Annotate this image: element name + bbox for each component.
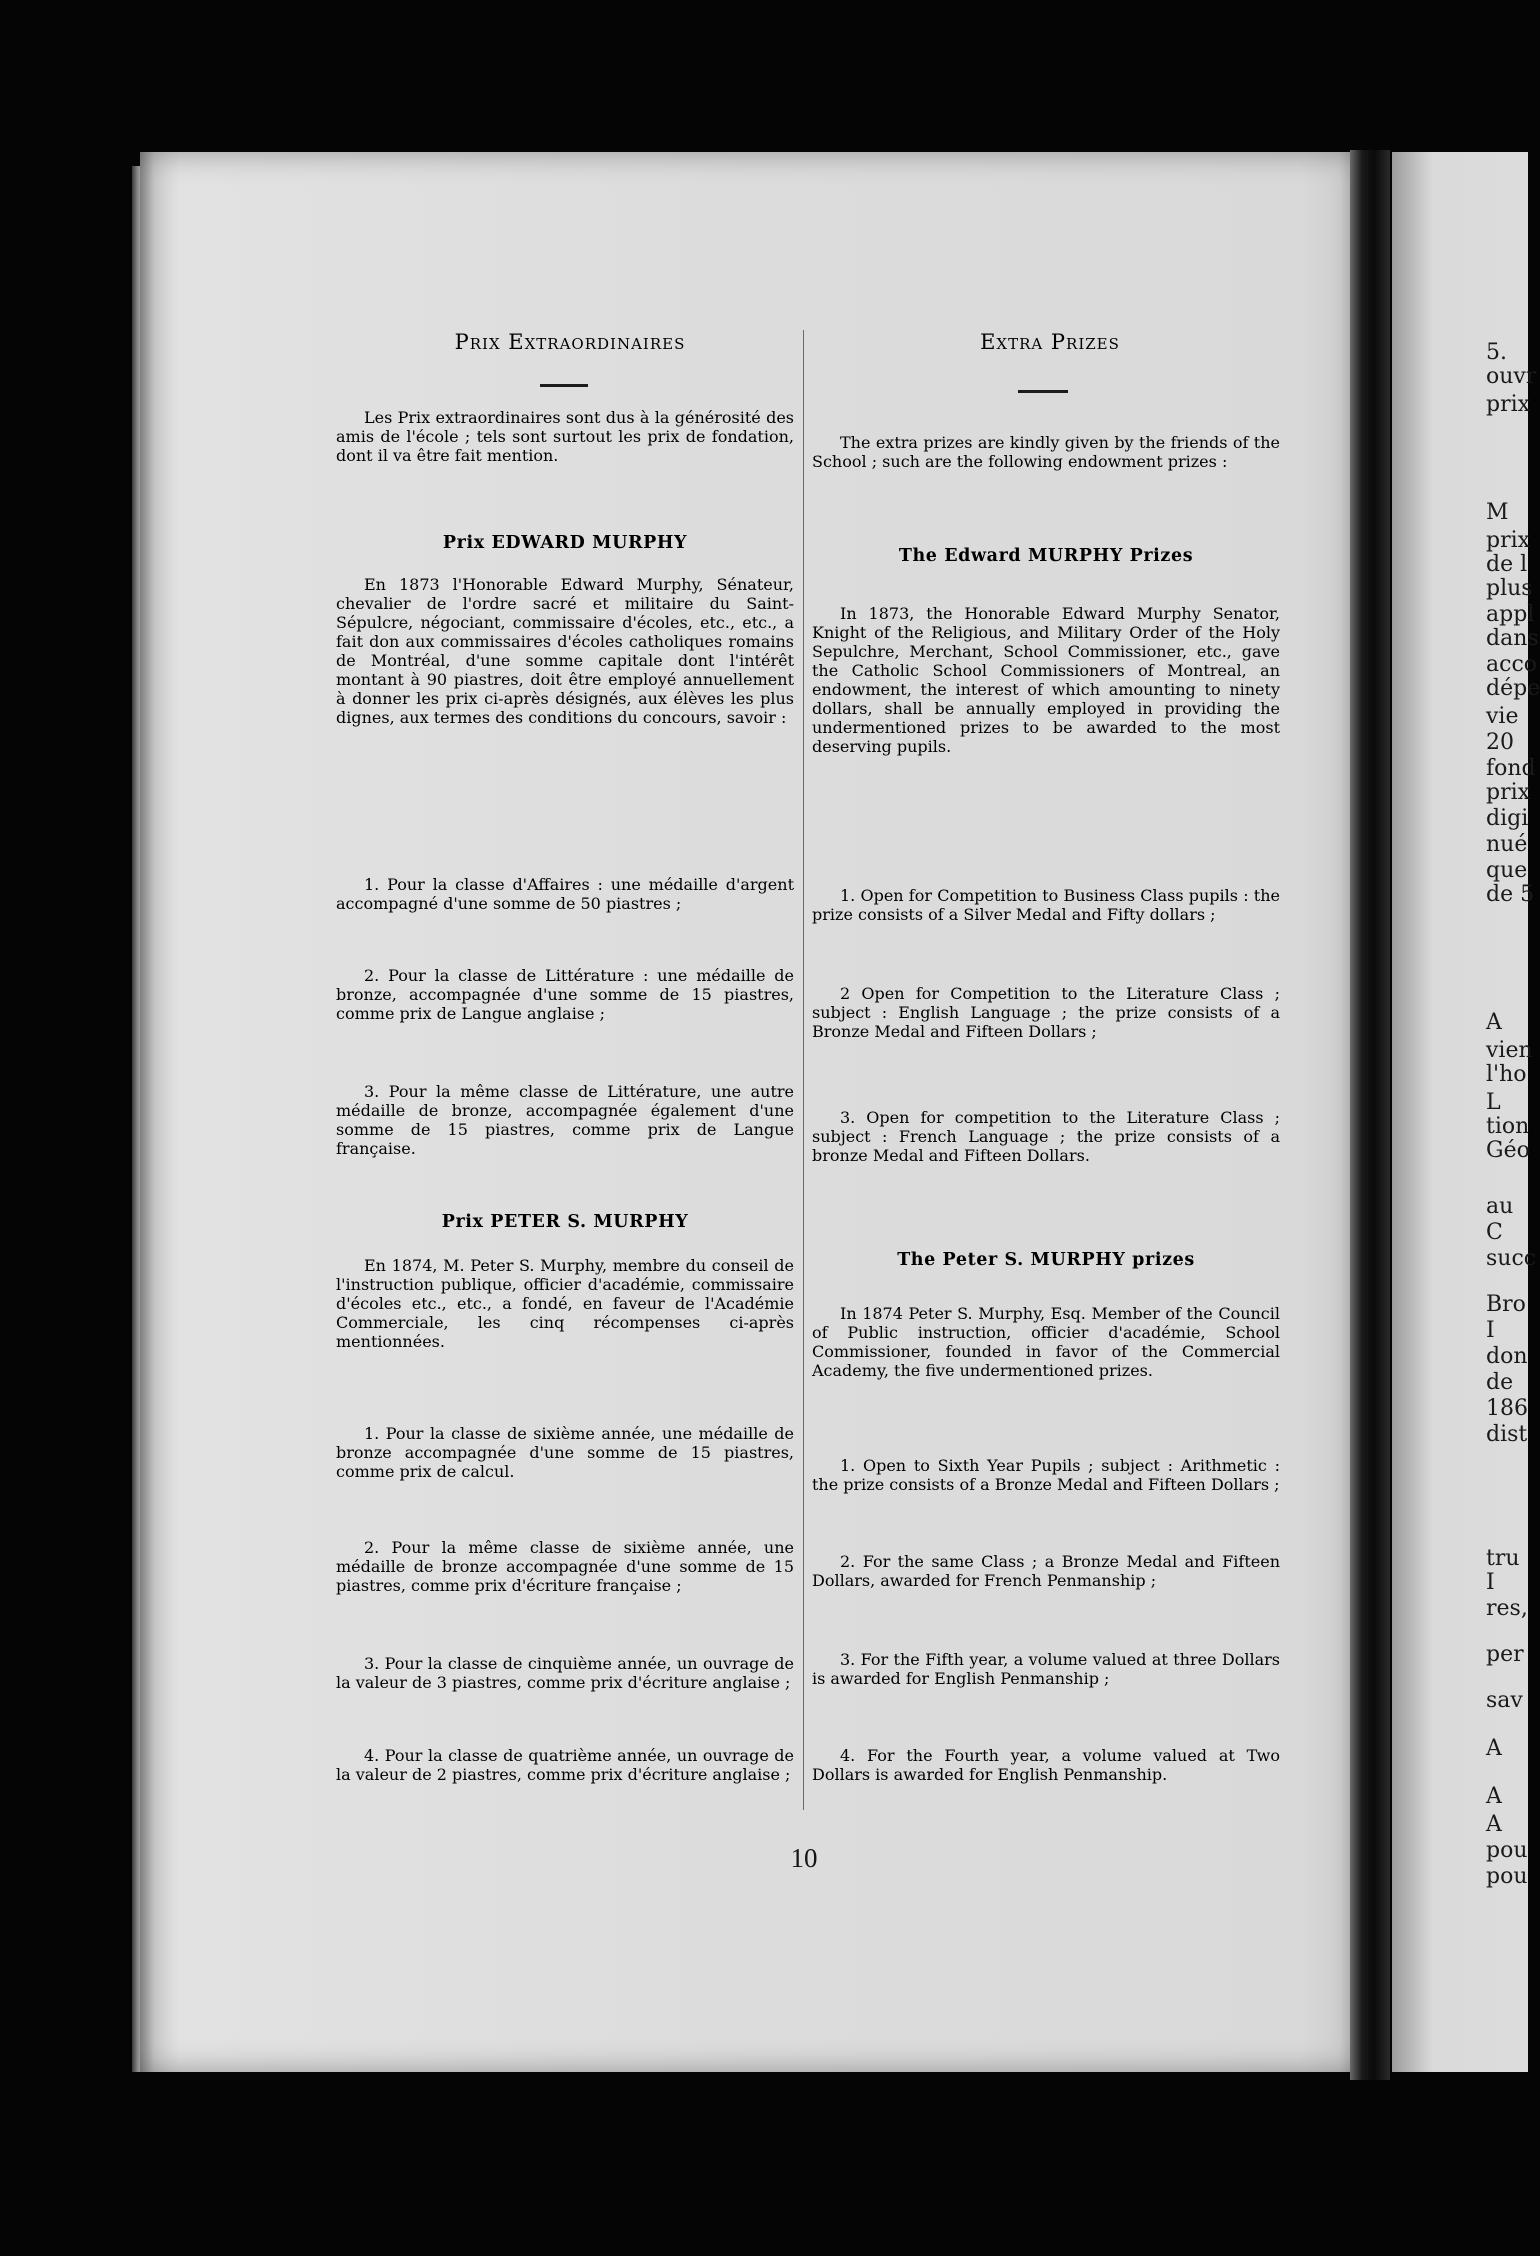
left-intro-text: Les Prix extraordinaires sont dus à la générosité des amis de l'école ; tels sont surtout les prix de fondation, dont il va être fait mention. [336,408,794,465]
facing-page-fragment: acco [1486,652,1538,677]
facing-page-fragment: plus [1486,576,1533,601]
right-peter-item-4-text: 4. For the Fourth year, a volume valued at Two Dollars is awarded for English Penmanship. [812,1746,1280,1784]
right-peter-item-3 [812,1650,1280,1688]
facing-page-fragment: tru [1486,1546,1520,1571]
left-peter-item-3-text: 3. Pour la classe de cinquième année, un ouvrage de la valeur de 3 piastres, comme prix d'écriture anglaise ; [336,1654,794,1692]
facing-page-fragment: tion [1486,1114,1530,1139]
facing-page-fragment: de l [1486,552,1528,577]
left-peter-item-1-text: 1. Pour la classe de sixième année, une médaille de bronze accompagnée d'une somme de 15 piastres, comme prix de calcul. [336,1424,794,1481]
facing-page-fragment: succ [1486,1246,1537,1271]
right-edward-title: The Edward MURPHY Prizes [898,546,1194,566]
left-peter-text: En 1874, M. Peter S. Murphy, membre du conseil de l'instruction publique, officier d'académie, commissaire d'écoles etc., etc., a fondé, en faveur de l'Académie Commerciale, les cinq récompenses ci-après mentionnées. [336,1256,794,1351]
left-edward-item-3-text: 3. Pour la même classe de Littérature, une autre médaille de bronze, accompagnée également d'une somme de 15 piastres, comme prix de Langue française. [336,1082,794,1158]
facing-page-fragment: res, [1486,1596,1528,1621]
facing-page-fragment: A [1486,1784,1502,1809]
left-peter-body [336,1256,794,1351]
facing-page-fragment: l'ho [1486,1062,1527,1087]
facing-page-fragment: per [1486,1642,1524,1667]
right-peter-text: In 1874 Peter S. Murphy, Esq. Member of the Council of Public instruction, officier d'académie, School Commissioner, founded in favor of the Commercial Academy, the five undermentioned prizes. [812,1304,1280,1380]
facing-page-fragment: 186 [1486,1396,1528,1421]
column-divider [803,330,804,1810]
facing-page-fragment: nué [1486,832,1528,857]
book-gutter [1350,150,1390,2080]
left-peter-item-2 [336,1538,794,1595]
right-peter-item-2 [812,1552,1280,1590]
left-peter-item-3 [336,1654,794,1692]
facing-page-fragment: de 5 [1486,882,1535,907]
facing-page-fragment: sav [1486,1688,1523,1713]
right-edward-body [812,604,1280,756]
left-edward-item-1 [336,875,794,913]
right-edward-item-2 [812,984,1280,1041]
right-edward-item-2-text: 2 Open for Competition to the Literature Class ; subject : English Language ; the prize consists of a Bronze Medal and Fifteen Dollars ; [812,984,1280,1041]
right-edward-item-1-text: 1. Open for Competition to Business Class pupils : the prize consists of a Silver Medal and Fifty dollars ; [812,886,1280,924]
facing-page-fragment: A [1486,1812,1502,1837]
facing-page-fragment: de [1486,1370,1514,1395]
page-number: 10 [790,1843,818,1873]
left-edward-title: Prix EDWARD MURPHY [442,533,688,553]
left-edward-item-2 [336,966,794,1023]
facing-page-fragment: prix [1486,392,1531,417]
right-peter-item-4 [812,1746,1280,1784]
facing-page-fragment: M [1486,500,1509,525]
right-peter-item-2-text: 2. For the same Class ; a Bronze Medal and Fifteen Dollars, awarded for French Penmanship ; [812,1552,1280,1590]
left-edward-item-1-text: 1. Pour la classe d'Affaires : une médaille d'argent accompagné d'une somme de 50 piastres ; [336,875,794,913]
facing-page-fragment: A [1486,1736,1502,1761]
facing-page-fragment: pou [1486,1838,1528,1863]
facing-page-fragment: ouvr [1486,364,1537,389]
facing-page-fragment: don [1486,1344,1528,1369]
facing-page-fragment: 5. [1486,340,1507,365]
left-peter-item-4-text: 4. Pour la classe de quatrième année, un ouvrage de la valeur de 2 piastres, comme prix d'écriture anglaise ; [336,1746,794,1784]
right-edward-text: In 1873, the Honorable Edward Murphy Senator, Knight of the Religious, and Military Order of the Holy Sepulchre, Merchant, School Commissioner, etc., gave the Catholic School Commissioners of Montreal, an endowment, the interest of which amounting to ninety dollars, shall be annually employed in providing the undermentioned prizes to be awarded to the most deserving pupils. [812,604,1280,756]
right-peter-body [812,1304,1280,1380]
right-intro [812,433,1280,471]
right-peter-item-1-text: 1. Open to Sixth Year Pupils ; subject : Arithmetic : the prize consists of a Bronze Medal and Fifteen Dollars ; [812,1456,1280,1494]
right-edward-item-1 [812,886,1280,924]
facing-page-fragment: L [1486,1090,1501,1115]
left-edward-text: En 1873 l'Honorable Edward Murphy, Sénateur, chevalier de l'ordre sacré et militaire du Saint-Sépulcre, négociant, commissaire d'écoles, etc., etc., a fait don aux commissaires d'écoles catholiques romains de Montréal, d'une somme capitale dont l'intérêt montant à 90 piastres, doit être employé annuellement à donner les prix ci-après désignés, aux élèves les plus dignes, aux termes des conditions du concours, savoir : [336,575,794,727]
facing-page-fragment: appl [1486,602,1535,627]
right-edward-item-3-text: 3. Open for competition to the Literature Class ; subject : French Language ; the prize consists of a bronze Medal and Fifteen Dollars. [812,1108,1280,1165]
facing-page-fragment: digi [1486,806,1529,831]
left-peter-item-2-text: 2. Pour la même classe de sixième année, une médaille de bronze accompagnée d'une somme de 15 piastres, comme prix d'écriture française ; [336,1538,794,1595]
left-edward-body [336,575,794,727]
left-edward-item-3 [336,1082,794,1158]
right-edward-item-3 [812,1108,1280,1165]
right-header-rule [1018,390,1068,393]
left-peter-item-4 [336,1746,794,1784]
left-column-header: Prix Extraordinaires [454,330,686,354]
facing-page-fragment: dépe [1486,676,1540,701]
right-peter-item-3-text: 3. For the Fifth year, a volume valued at three Dollars is awarded for English Penmanship ; [812,1650,1280,1688]
facing-page-fragment: A [1486,1010,1502,1035]
facing-page-fragment: C [1486,1220,1503,1245]
facing-page-fragment: I [1486,1570,1495,1595]
facing-page-fragment: vien [1486,1038,1533,1063]
left-peter-item-1 [336,1424,794,1481]
facing-page-fragment: Géo [1486,1138,1530,1163]
facing-page-fragment: Bro [1486,1292,1526,1317]
facing-page-fragment: que [1486,858,1528,883]
facing-page-fragment: 20 [1486,730,1514,755]
right-peter-item-1 [812,1456,1280,1494]
right-column-header: Extra Prizes [980,330,1120,354]
facing-page-fragment: pou [1486,1864,1528,1889]
left-header-rule [540,384,588,387]
facing-page-fragment: au [1486,1194,1514,1219]
facing-page-fragment: vie [1486,704,1519,729]
facing-page-fragment: dist [1486,1422,1528,1447]
facing-page-fragment: I [1486,1318,1495,1343]
facing-page-fragment: dans [1486,626,1539,651]
right-intro-text: The extra prizes are kindly given by the friends of the School ; such are the following endowment prizes : [812,433,1280,471]
facing-page-fragment: prix [1486,528,1531,553]
left-peter-title: Prix PETER S. MURPHY [441,1212,689,1232]
left-intro [336,408,794,465]
facing-page [1392,152,1540,2072]
facing-page-fragment: prix [1486,780,1531,805]
right-peter-title: The Peter S. MURPHY prizes [897,1250,1195,1270]
left-edward-item-2-text: 2. Pour la classe de Littérature : une médaille de bronze, accompagnée d'une somme de 15 piastres, comme prix de Langue anglaise ; [336,966,794,1023]
facing-page-fragment: fond [1486,756,1536,781]
